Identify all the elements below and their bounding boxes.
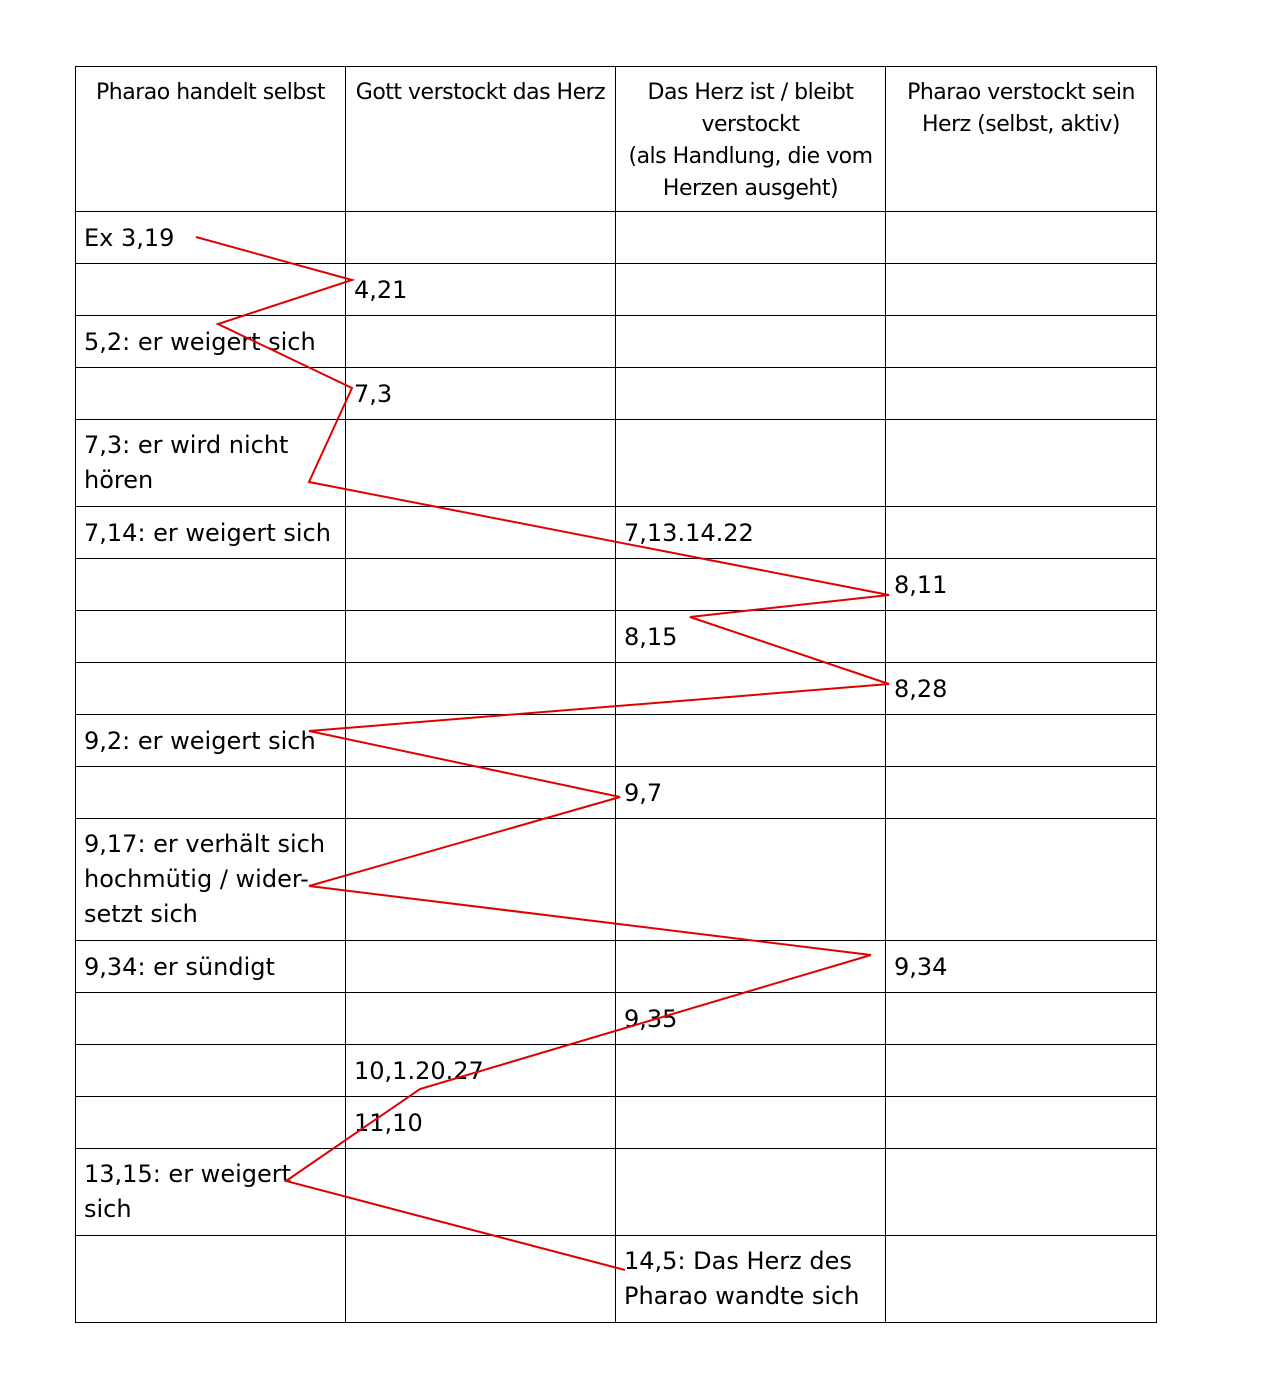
cell-pharao: 9,17: er verhält sich hochmütig / wider-setzt sich: [76, 819, 346, 941]
cell-gott: 10,1.20.27: [346, 1045, 616, 1097]
table-row: [76, 368, 1157, 420]
header-pharao-verstockt-sein-herz: Pharao verstockt sein Herz (selbst, aktiv): [886, 67, 1157, 212]
cell-herz: [616, 1149, 886, 1236]
table-row: [76, 1097, 1157, 1149]
cell-pharao: 7,3: er wird nicht hören: [76, 420, 346, 507]
table-row: [76, 507, 1157, 559]
cell-pharao-aktiv: [886, 264, 1157, 316]
cell-herz: [616, 663, 886, 715]
cell-gott: [346, 663, 616, 715]
cell-gott: [346, 767, 616, 819]
cell-pharao-aktiv: [886, 316, 1157, 368]
cell-herz: 14,5: Das Herz des Pharao wandte sich: [616, 1236, 886, 1323]
cell-pharao-aktiv: [886, 715, 1157, 767]
header-row: [76, 67, 1157, 212]
cell-gott: [346, 559, 616, 611]
cell-pharao: Ex 3,19: [76, 212, 346, 264]
cell-herz: 9,7: [616, 767, 886, 819]
cell-herz: [616, 368, 886, 420]
cell-herz: [616, 264, 886, 316]
cell-pharao-aktiv: [886, 507, 1157, 559]
cell-herz: 8,15: [616, 611, 886, 663]
header-gott-verstockt: Gott verstockt das Herz: [346, 67, 616, 212]
table-row: [76, 264, 1157, 316]
cell-pharao-aktiv: 8,28: [886, 663, 1157, 715]
table-row: [76, 941, 1157, 993]
cell-pharao-aktiv: [886, 1045, 1157, 1097]
cell-gott: [346, 941, 616, 993]
cell-herz: [616, 212, 886, 264]
cell-pharao: [76, 1045, 346, 1097]
table-row: [76, 420, 1157, 507]
cell-pharao-aktiv: [886, 368, 1157, 420]
table-row: [76, 212, 1157, 264]
cell-pharao-aktiv: [886, 611, 1157, 663]
cell-herz: [616, 316, 886, 368]
cell-herz: 7,13.14.22: [616, 507, 886, 559]
cell-pharao-aktiv: [886, 212, 1157, 264]
cell-pharao: [76, 611, 346, 663]
cell-pharao-aktiv: [886, 1097, 1157, 1149]
table-row: [76, 1236, 1157, 1323]
cell-pharao: [76, 993, 346, 1045]
cell-pharao: 5,2: er weigert sich: [76, 316, 346, 368]
cell-gott: 7,3: [346, 368, 616, 420]
cell-gott: [346, 212, 616, 264]
cell-pharao-aktiv: 8,11: [886, 559, 1157, 611]
cell-gott: [346, 1149, 616, 1236]
cell-herz: [616, 1045, 886, 1097]
cell-pharao-aktiv: [886, 1236, 1157, 1323]
cell-pharao: [76, 1097, 346, 1149]
cell-gott: [346, 715, 616, 767]
cell-gott: [346, 1236, 616, 1323]
cell-gott: [346, 819, 616, 941]
cell-herz: [616, 715, 886, 767]
cell-gott: [346, 611, 616, 663]
table-row: [76, 559, 1157, 611]
table-row: [76, 316, 1157, 368]
cell-pharao-aktiv: [886, 1149, 1157, 1236]
table-row: [76, 993, 1157, 1045]
cell-herz: [616, 559, 886, 611]
table-row: [76, 1045, 1157, 1097]
cell-pharao: 13,15: er weigert sich: [76, 1149, 346, 1236]
cell-pharao-aktiv: [886, 993, 1157, 1045]
cell-pharao-aktiv: [886, 420, 1157, 507]
header-herz-verstockt: Das Herz ist / bleibt verstockt (als Handlung, die vom Herzen ausgeht): [616, 67, 886, 212]
table-row: [76, 819, 1157, 941]
cell-pharao-aktiv: [886, 819, 1157, 941]
cell-herz: 9,35: [616, 993, 886, 1045]
cell-herz: [616, 941, 886, 993]
table-row: [76, 611, 1157, 663]
cell-pharao: [76, 1236, 346, 1323]
cell-pharao: [76, 663, 346, 715]
cell-pharao: [76, 368, 346, 420]
cell-pharao: 9,34: er sündigt: [76, 941, 346, 993]
table-row: [76, 715, 1157, 767]
cell-gott: [346, 420, 616, 507]
cell-pharao-aktiv: [886, 767, 1157, 819]
cell-pharao: 9,2: er weigert sich: [76, 715, 346, 767]
cell-pharao-aktiv: 9,34: [886, 941, 1157, 993]
cell-pharao: [76, 767, 346, 819]
cell-gott: [346, 993, 616, 1045]
cell-gott: [346, 316, 616, 368]
cell-herz: [616, 819, 886, 941]
table-row: [76, 663, 1157, 715]
header-pharao-handelt-selbst: Pharao handelt selbst: [76, 67, 346, 212]
table-row: [76, 1149, 1157, 1236]
cell-pharao: 7,14: er weigert sich: [76, 507, 346, 559]
cell-herz: [616, 1097, 886, 1149]
cell-pharao: [76, 559, 346, 611]
cell-herz: [616, 420, 886, 507]
cell-gott: 4,21: [346, 264, 616, 316]
cell-gott: [346, 507, 616, 559]
table-row: [76, 767, 1157, 819]
cell-gott: 11,10: [346, 1097, 616, 1149]
verstockung-table-container: [75, 66, 1156, 1318]
cell-pharao: [76, 264, 346, 316]
verstockung-table: [75, 66, 1157, 1323]
